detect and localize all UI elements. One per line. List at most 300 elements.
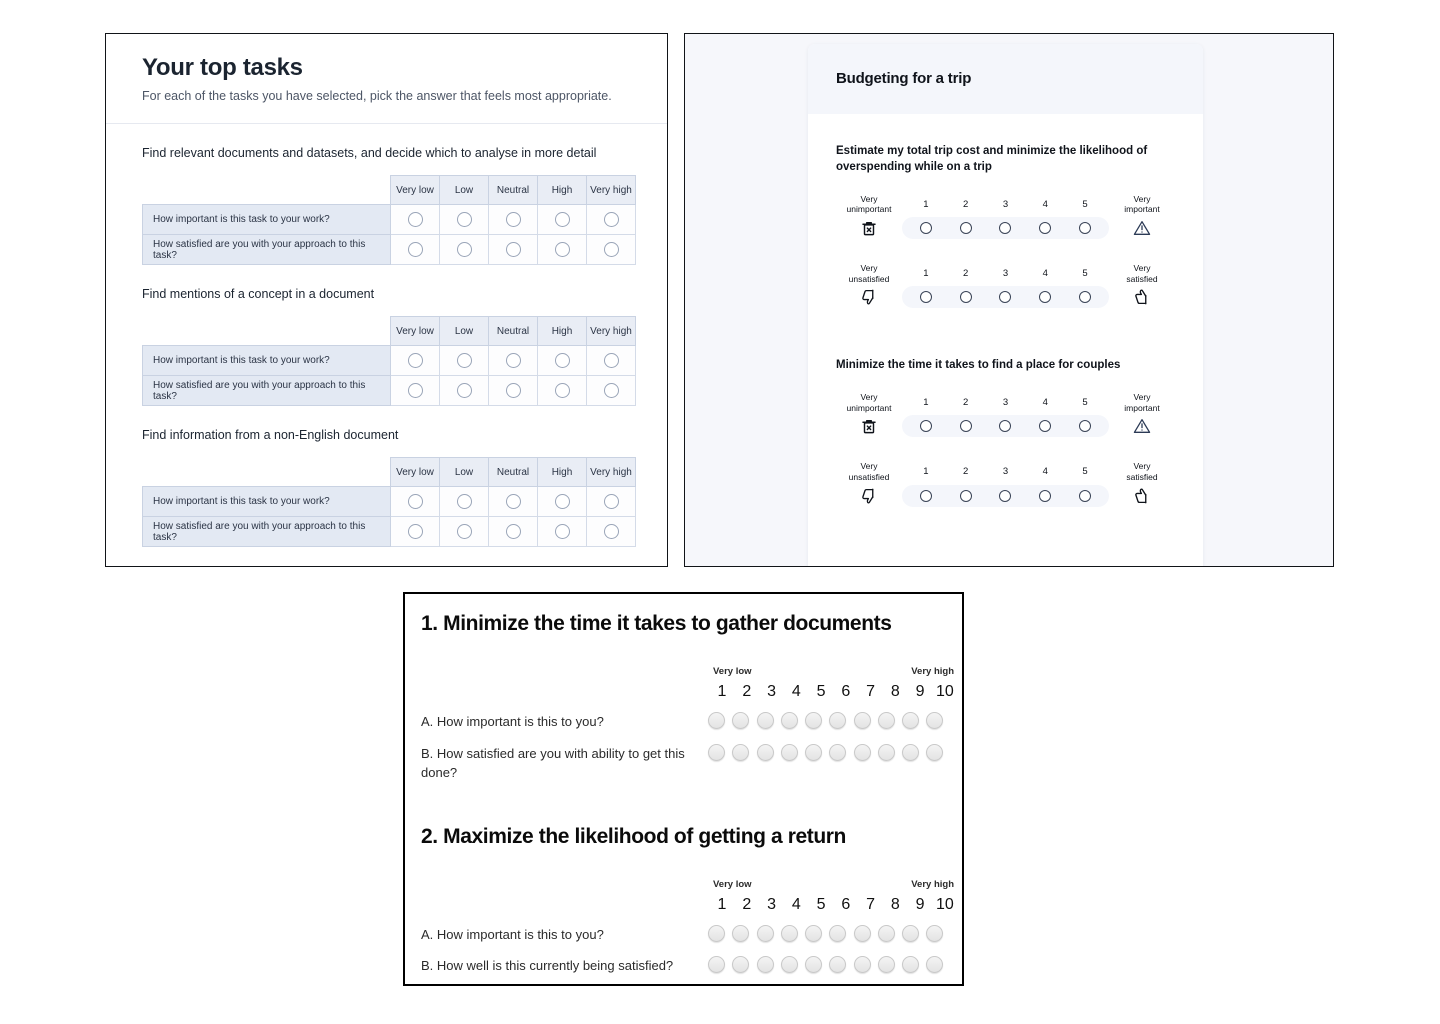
matrix-column-header: Very high bbox=[587, 458, 636, 487]
rating-matrix bbox=[142, 175, 636, 265]
scale-option[interactable] bbox=[851, 925, 873, 942]
scale-option[interactable] bbox=[994, 222, 1016, 234]
scale-option[interactable] bbox=[730, 956, 752, 973]
scale-label-row bbox=[836, 263, 1175, 284]
radio-button[interactable] bbox=[829, 712, 846, 729]
radio-button[interactable] bbox=[457, 524, 472, 539]
radio-button[interactable] bbox=[805, 712, 822, 729]
radio-button[interactable] bbox=[960, 490, 972, 502]
scale-option[interactable] bbox=[875, 744, 897, 761]
scale-option[interactable] bbox=[900, 925, 922, 942]
scale-number: 3 bbox=[1002, 397, 1009, 409]
scale-option[interactable] bbox=[1034, 490, 1056, 502]
scale-options bbox=[902, 415, 1109, 437]
radio-button[interactable] bbox=[902, 744, 919, 761]
radio-button[interactable] bbox=[604, 383, 619, 398]
matrix-option-cell[interactable] bbox=[538, 376, 587, 406]
scale-number: 9 bbox=[915, 895, 925, 913]
matrix-option-cell[interactable] bbox=[440, 235, 489, 265]
scale-number-row bbox=[711, 896, 956, 914]
scale-option[interactable] bbox=[730, 744, 752, 761]
matrix-column-header: Very high bbox=[587, 317, 636, 346]
matrix-corner-cell bbox=[143, 176, 391, 205]
scale-number: 4 bbox=[1042, 397, 1048, 409]
radio-button[interactable] bbox=[1039, 420, 1051, 432]
matrix-column-header: Neutral bbox=[489, 176, 538, 205]
rating-scale bbox=[836, 194, 1175, 239]
radio-button[interactable] bbox=[1079, 490, 1091, 502]
scale-number: 4 bbox=[791, 895, 801, 913]
radio-button[interactable] bbox=[506, 524, 521, 539]
matrix-option-cell[interactable] bbox=[489, 346, 538, 376]
thumbs-down-icon bbox=[836, 485, 902, 507]
scale-option[interactable] bbox=[706, 956, 728, 973]
radio-button[interactable] bbox=[408, 242, 423, 257]
matrix-column-header: High bbox=[538, 317, 587, 346]
radio-button[interactable] bbox=[1079, 222, 1091, 234]
matrix-option-cell[interactable] bbox=[538, 235, 587, 265]
radio-button[interactable] bbox=[926, 956, 943, 973]
scale-options bbox=[902, 485, 1109, 507]
scale-option[interactable] bbox=[1074, 291, 1096, 303]
scale-option[interactable] bbox=[754, 956, 776, 973]
scale-option[interactable] bbox=[827, 925, 849, 942]
radio-button[interactable] bbox=[555, 494, 570, 509]
scale-option[interactable] bbox=[827, 956, 849, 973]
scale-option[interactable] bbox=[803, 956, 825, 973]
radio-button[interactable] bbox=[781, 744, 798, 761]
scale-anchor-high: Very satisfied bbox=[1126, 461, 1158, 482]
radio-button[interactable] bbox=[878, 956, 895, 973]
matrix-question-label: How satisfied are you with your approach to this task? bbox=[143, 517, 391, 547]
scale-anchor-low: Very unimportant bbox=[846, 392, 892, 413]
scale-anchor-low: Very unimportant bbox=[846, 193, 892, 215]
radio-button[interactable] bbox=[506, 242, 521, 257]
scale-header bbox=[711, 666, 956, 712]
radio-button[interactable] bbox=[1039, 490, 1051, 502]
question-label: B. How well is this currently being satisfied? bbox=[421, 958, 674, 974]
scale-number: 8 bbox=[890, 895, 900, 913]
matrix-option-cell[interactable] bbox=[587, 376, 636, 406]
radio-button[interactable] bbox=[604, 494, 619, 509]
radio-button[interactable] bbox=[604, 212, 619, 227]
task-label: Find information from a non-English document bbox=[142, 428, 399, 442]
matrix-option-cell[interactable] bbox=[440, 487, 489, 517]
radio-button[interactable] bbox=[757, 956, 774, 973]
scale-number: 3 bbox=[1002, 466, 1009, 478]
radio-button[interactable] bbox=[926, 925, 943, 942]
task-block bbox=[142, 428, 631, 547]
scale-option[interactable] bbox=[994, 420, 1016, 432]
scale-number: 1 bbox=[923, 198, 929, 210]
radio-button[interactable] bbox=[555, 524, 570, 539]
scale-option[interactable] bbox=[955, 420, 977, 432]
scale-option[interactable] bbox=[915, 420, 937, 432]
radio-button[interactable] bbox=[604, 242, 619, 257]
scale-number: 3 bbox=[767, 683, 776, 700]
scale-option-row bbox=[836, 217, 1175, 239]
scale-option[interactable] bbox=[955, 222, 977, 234]
panel1-body bbox=[106, 124, 667, 547]
scale-option[interactable] bbox=[706, 925, 728, 942]
scale-number: 4 bbox=[791, 683, 801, 700]
matrix-option-cell[interactable] bbox=[489, 517, 538, 547]
scale-number: 10 bbox=[935, 895, 954, 913]
radio-button[interactable] bbox=[878, 925, 895, 942]
radio-button[interactable] bbox=[555, 353, 570, 368]
scale-label-high: Very high bbox=[911, 666, 954, 677]
radio-button[interactable] bbox=[506, 212, 521, 227]
radio-button[interactable] bbox=[604, 524, 619, 539]
radio-button[interactable] bbox=[805, 925, 822, 942]
scale-number: 3 bbox=[1002, 268, 1009, 280]
scale-option[interactable] bbox=[778, 712, 800, 729]
scale-label-row bbox=[836, 461, 1175, 482]
scale-option[interactable] bbox=[851, 712, 873, 729]
thumbs-up-icon bbox=[1109, 485, 1175, 507]
scale-number-row bbox=[902, 397, 1109, 408]
table-row bbox=[143, 235, 636, 265]
scale-option[interactable] bbox=[915, 291, 937, 303]
radio-button[interactable] bbox=[829, 925, 846, 942]
matrix-question-label: How satisfied are you with your approach to this task? bbox=[143, 376, 391, 406]
matrix-column-header: Low bbox=[440, 458, 489, 487]
scale-option[interactable] bbox=[1034, 291, 1056, 303]
matrix-question-label: How important is this task to your work? bbox=[143, 487, 391, 517]
task-block bbox=[142, 287, 631, 406]
rating-scale bbox=[836, 392, 1175, 437]
matrix-option-cell[interactable] bbox=[489, 487, 538, 517]
matrix-option-cell[interactable] bbox=[489, 376, 538, 406]
radio-button[interactable] bbox=[732, 744, 749, 761]
radio-button[interactable] bbox=[757, 712, 774, 729]
matrix-column-header: Very low bbox=[391, 176, 440, 205]
page-title: Your top tasks bbox=[142, 54, 303, 81]
radio-button[interactable] bbox=[781, 956, 798, 973]
panel-numbered-tasks bbox=[403, 592, 964, 986]
matrix-option-cell[interactable] bbox=[538, 346, 587, 376]
scale-number: 4 bbox=[1042, 466, 1048, 478]
radio-button[interactable] bbox=[757, 925, 774, 942]
scale-option[interactable] bbox=[900, 712, 922, 729]
radio-button[interactable] bbox=[902, 956, 919, 973]
scale-option-row bbox=[836, 485, 1175, 507]
scale-option[interactable] bbox=[778, 744, 800, 761]
radio-button[interactable] bbox=[960, 222, 972, 234]
radio-button[interactable] bbox=[457, 353, 472, 368]
matrix-option-cell[interactable] bbox=[587, 235, 636, 265]
matrix-option-cell[interactable] bbox=[587, 346, 636, 376]
scale-number: 5 bbox=[816, 683, 826, 700]
radio-button[interactable] bbox=[829, 744, 846, 761]
radio-button[interactable] bbox=[926, 712, 943, 729]
matrix-column-header: Neutral bbox=[489, 458, 538, 487]
radio-button[interactable] bbox=[805, 744, 822, 761]
matrix-option-cell[interactable] bbox=[391, 346, 440, 376]
numbered-task-title: 2. Maximize the likelihood of getting a return bbox=[421, 824, 846, 848]
matrix-option-cell[interactable] bbox=[391, 205, 440, 235]
scale-option[interactable] bbox=[803, 925, 825, 942]
scale-option[interactable] bbox=[994, 490, 1016, 502]
radio-button[interactable] bbox=[920, 222, 932, 234]
scale-number: 6 bbox=[841, 683, 851, 700]
radio-button[interactable] bbox=[457, 242, 472, 257]
matrix-option-cell[interactable] bbox=[489, 235, 538, 265]
budgeting-card-body bbox=[808, 114, 1203, 507]
radio-button[interactable] bbox=[1079, 420, 1091, 432]
radio-button[interactable] bbox=[757, 744, 774, 761]
radio-button[interactable] bbox=[555, 212, 570, 227]
matrix-option-cell[interactable] bbox=[538, 487, 587, 517]
radio-button[interactable] bbox=[920, 490, 932, 502]
scale-option[interactable] bbox=[955, 490, 977, 502]
radio-button[interactable] bbox=[708, 925, 725, 942]
radio-button[interactable] bbox=[960, 291, 972, 303]
matrix-option-cell[interactable] bbox=[440, 205, 489, 235]
question-row bbox=[421, 712, 946, 732]
radio-button[interactable] bbox=[829, 956, 846, 973]
card-title: Budgeting for a trip bbox=[836, 70, 972, 87]
radio-button[interactable] bbox=[902, 712, 919, 729]
scale-option[interactable] bbox=[803, 712, 825, 729]
scale-option[interactable] bbox=[706, 712, 728, 729]
scale-number: 2 bbox=[963, 466, 969, 478]
radio-button[interactable] bbox=[1039, 291, 1051, 303]
radio-button[interactable] bbox=[506, 494, 521, 509]
scale-label-row bbox=[836, 194, 1175, 215]
radio-button[interactable] bbox=[408, 353, 423, 368]
radio-button[interactable] bbox=[878, 712, 895, 729]
numbered-task-block bbox=[421, 612, 954, 783]
scale-option[interactable] bbox=[803, 744, 825, 761]
scale-option[interactable] bbox=[915, 490, 937, 502]
scale-options bbox=[902, 217, 1109, 239]
scale-number: 5 bbox=[1082, 198, 1088, 210]
scale-option[interactable] bbox=[900, 956, 922, 973]
scale-option[interactable] bbox=[1074, 222, 1096, 234]
scale-option[interactable] bbox=[706, 744, 728, 761]
scale-number: 2 bbox=[742, 683, 752, 700]
scale-option[interactable] bbox=[955, 291, 977, 303]
matrix-column-header: High bbox=[538, 176, 587, 205]
radio-button[interactable] bbox=[408, 524, 423, 539]
matrix-option-cell[interactable] bbox=[440, 346, 489, 376]
radio-button[interactable] bbox=[854, 712, 871, 729]
scale-option[interactable] bbox=[875, 712, 897, 729]
radio-button[interactable] bbox=[555, 383, 570, 398]
scale-option[interactable] bbox=[851, 744, 873, 761]
radio-button[interactable] bbox=[926, 744, 943, 761]
scale-option[interactable] bbox=[1074, 490, 1096, 502]
scale-option[interactable] bbox=[827, 712, 849, 729]
radio-button[interactable] bbox=[732, 956, 749, 973]
radio-button[interactable] bbox=[854, 744, 871, 761]
radio-button[interactable] bbox=[999, 490, 1011, 502]
scale-number: 1 bbox=[923, 466, 929, 478]
table-row bbox=[143, 205, 636, 235]
scale-number: 1 bbox=[717, 895, 727, 913]
matrix-option-cell[interactable] bbox=[538, 517, 587, 547]
scale-number: 7 bbox=[866, 683, 876, 700]
scale-option[interactable] bbox=[754, 925, 776, 942]
scale-number-row bbox=[902, 466, 1109, 477]
scale-number-row bbox=[902, 199, 1109, 210]
radio-button[interactable] bbox=[604, 353, 619, 368]
radio-button[interactable] bbox=[781, 925, 798, 942]
radio-button[interactable] bbox=[732, 925, 749, 942]
scale-option[interactable] bbox=[730, 712, 752, 729]
task-label: Find mentions of a concept in a document bbox=[142, 287, 375, 301]
warning-triangle-icon bbox=[1109, 217, 1175, 239]
matrix-option-cell[interactable] bbox=[587, 205, 636, 235]
scale-option[interactable] bbox=[994, 291, 1016, 303]
matrix-column-header: High bbox=[538, 458, 587, 487]
radio-button[interactable] bbox=[408, 494, 423, 509]
scale-options bbox=[902, 286, 1109, 308]
radio-button[interactable] bbox=[805, 956, 822, 973]
table-row bbox=[143, 346, 636, 376]
budgeting-card-header bbox=[808, 44, 1203, 114]
radio-button[interactable] bbox=[708, 744, 725, 761]
scale-number: 1 bbox=[923, 397, 929, 409]
radio-button[interactable] bbox=[708, 956, 725, 973]
numbered-task-block bbox=[421, 824, 954, 977]
scale-option[interactable] bbox=[754, 744, 776, 761]
matrix-column-header: Very low bbox=[391, 458, 440, 487]
matrix-column-header: Low bbox=[440, 176, 489, 205]
scale-option[interactable] bbox=[924, 744, 946, 761]
scale-option[interactable] bbox=[1034, 222, 1056, 234]
scale-number: 9 bbox=[915, 683, 925, 700]
matrix-option-cell[interactable] bbox=[391, 487, 440, 517]
scale-anchor-high: Very important bbox=[1124, 392, 1160, 413]
radio-button[interactable] bbox=[920, 291, 932, 303]
radio-button[interactable] bbox=[408, 383, 423, 398]
question-row bbox=[421, 956, 946, 976]
radio-button[interactable] bbox=[781, 712, 798, 729]
table-row bbox=[143, 376, 636, 406]
scale-option[interactable] bbox=[1074, 420, 1096, 432]
scale-number: 2 bbox=[742, 895, 752, 913]
rating-scale bbox=[836, 461, 1175, 506]
matrix-option-cell[interactable] bbox=[391, 235, 440, 265]
matrix-option-cell[interactable] bbox=[440, 517, 489, 547]
scale-number: 1 bbox=[923, 268, 929, 280]
radio-button[interactable] bbox=[960, 420, 972, 432]
scale-anchor-low: Very unsatisfied bbox=[848, 262, 890, 284]
scale-option[interactable] bbox=[778, 925, 800, 942]
scale-option[interactable] bbox=[924, 712, 946, 729]
matrix-option-cell[interactable] bbox=[587, 487, 636, 517]
matrix-option-cell[interactable] bbox=[391, 517, 440, 547]
scale-number: 10 bbox=[935, 683, 954, 700]
scale-option-row bbox=[836, 286, 1175, 308]
radio-button[interactable] bbox=[555, 242, 570, 257]
scale-anchor-high: Very satisfied bbox=[1126, 262, 1158, 284]
scale-number: 1 bbox=[717, 683, 727, 700]
matrix-option-cell[interactable] bbox=[587, 517, 636, 547]
question-label: A. How important is this to you? bbox=[421, 714, 604, 729]
matrix-corner-cell bbox=[143, 458, 391, 487]
matrix-option-cell[interactable] bbox=[440, 376, 489, 406]
scale-option[interactable] bbox=[851, 956, 873, 973]
scale-number: 3 bbox=[767, 895, 776, 913]
scale-options bbox=[706, 744, 946, 761]
question-label: B. How satisfied are you with ability to get this done? bbox=[421, 745, 685, 780]
scale-option[interactable] bbox=[900, 744, 922, 761]
scale-number: 2 bbox=[963, 268, 969, 280]
task-block bbox=[142, 146, 631, 265]
panel-budgeting-for-a-trip bbox=[684, 33, 1334, 567]
radio-button[interactable] bbox=[457, 494, 472, 509]
scale-header bbox=[711, 879, 956, 925]
thumbs-down-icon bbox=[836, 286, 902, 308]
question-label: A. How important is this to you? bbox=[421, 926, 604, 942]
scale-number: 3 bbox=[1002, 198, 1009, 210]
matrix-column-header: Very low bbox=[391, 317, 440, 346]
radio-button[interactable] bbox=[708, 712, 725, 729]
radio-button[interactable] bbox=[506, 353, 521, 368]
matrix-option-cell[interactable] bbox=[538, 205, 587, 235]
scale-option[interactable] bbox=[875, 956, 897, 973]
matrix-option-cell[interactable] bbox=[489, 205, 538, 235]
scale-option[interactable] bbox=[915, 222, 937, 234]
scale-number: 7 bbox=[866, 895, 876, 913]
radio-button[interactable] bbox=[1039, 222, 1051, 234]
radio-button[interactable] bbox=[902, 925, 919, 942]
radio-button[interactable] bbox=[732, 712, 749, 729]
scale-option[interactable] bbox=[924, 956, 946, 973]
radio-button[interactable] bbox=[854, 925, 871, 942]
table-row bbox=[143, 517, 636, 547]
panel1-header bbox=[106, 34, 667, 124]
trash-icon bbox=[836, 217, 902, 239]
radio-button[interactable] bbox=[457, 383, 472, 398]
matrix-question-label: How important is this task to your work? bbox=[143, 346, 391, 376]
scale-option[interactable] bbox=[778, 956, 800, 973]
matrix-corner-cell bbox=[143, 317, 391, 346]
radio-button[interactable] bbox=[1079, 291, 1091, 303]
scale-option[interactable] bbox=[730, 925, 752, 942]
rating-matrix bbox=[142, 316, 636, 406]
radio-button[interactable] bbox=[999, 420, 1011, 432]
radio-button[interactable] bbox=[878, 744, 895, 761]
scale-option[interactable] bbox=[1034, 420, 1056, 432]
radio-button[interactable] bbox=[506, 383, 521, 398]
matrix-column-header: Very high bbox=[587, 176, 636, 205]
matrix-column-header: Neutral bbox=[489, 317, 538, 346]
radio-button[interactable] bbox=[457, 212, 472, 227]
scale-number: 5 bbox=[816, 895, 826, 913]
scale-option[interactable] bbox=[754, 712, 776, 729]
radio-button[interactable] bbox=[408, 212, 423, 227]
scale-options bbox=[706, 956, 946, 973]
matrix-option-cell[interactable] bbox=[391, 376, 440, 406]
numbered-task-title: 1. Minimize the time it takes to gather documents bbox=[421, 612, 892, 635]
radio-button[interactable] bbox=[854, 956, 871, 973]
scale-number: 4 bbox=[1042, 268, 1048, 280]
scale-options bbox=[706, 925, 946, 942]
scale-option[interactable] bbox=[924, 925, 946, 942]
radio-button[interactable] bbox=[999, 291, 1011, 303]
task-title: Estimate my total trip cost and minimize the likelihood of overspending while on a trip bbox=[836, 145, 1148, 173]
scale-option[interactable] bbox=[827, 744, 849, 761]
radio-button[interactable] bbox=[920, 420, 932, 432]
radio-button[interactable] bbox=[999, 222, 1011, 234]
budgeting-card bbox=[808, 44, 1203, 567]
table-row bbox=[143, 487, 636, 517]
scale-option[interactable] bbox=[875, 925, 897, 942]
